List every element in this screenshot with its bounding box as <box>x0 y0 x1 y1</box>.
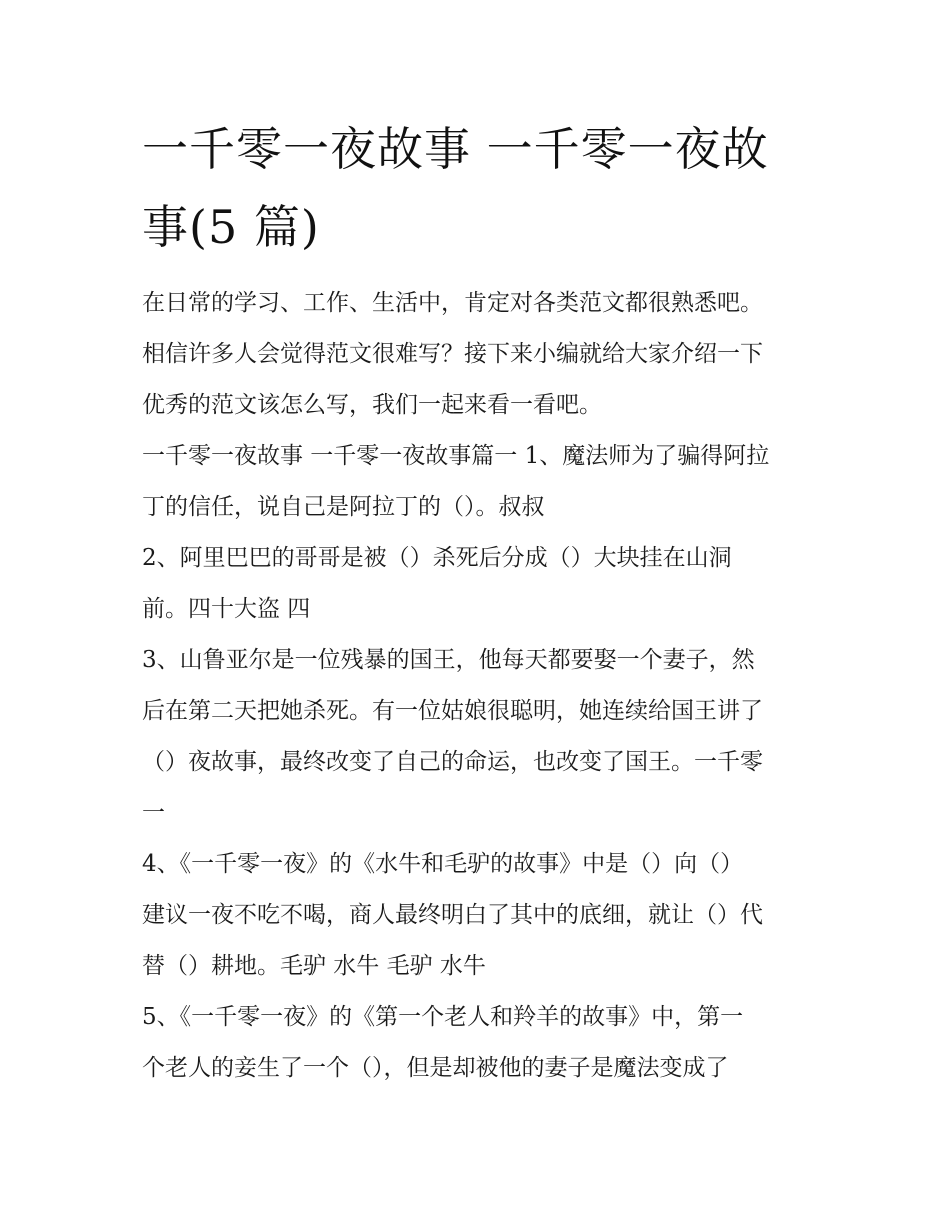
body-line: 3、山鲁亚尔是一位残暴的国王，他每天都要娶一个妻子，然 <box>142 647 755 673</box>
body-line: 2、阿里巴巴的哥哥是被（）杀死后分成（）大块挂在山洞 <box>142 545 732 571</box>
body-line: 丁的信任，说自己是阿拉丁的（）。叔叔 <box>142 494 545 520</box>
document-body <box>142 278 814 1094</box>
document-page <box>142 110 814 1094</box>
body-line: 4、《一千零一夜》的《水牛和毛驴的故事》中是（）向（） <box>142 851 744 877</box>
body-line: 在日常的学习、工作、生活中，肯定对各类范文都很熟悉吧。 <box>142 290 763 316</box>
title-line-1: 一千零一夜故事 一千零一夜故 <box>142 122 769 176</box>
body-line: 优秀的范文该怎么写，我们一起来看一看吧。 <box>142 392 602 418</box>
body-line: 一 <box>142 800 165 826</box>
body-line: 建议一夜不吃不喝，商人最终明白了其中的底细，就让（）代 <box>142 902 763 928</box>
body-line: 5、《一千零一夜》的《第一个老人和羚羊的故事》中，第一 <box>142 1004 744 1030</box>
body-line: 前。四十大盗 四 <box>142 596 311 622</box>
body-line: 后在第二天把她杀死。有一位姑娘很聪明，她连续给国王讲了 <box>142 698 763 724</box>
title-line-2: 事(5 篇) <box>142 200 320 254</box>
body-line: 相信许多人会觉得范文很难写？接下来小编就给大家介绍一下 <box>142 341 763 367</box>
body-line: 替（）耕地。毛驴 水牛 毛驴 水牛 <box>142 953 486 979</box>
body-line: （）夜故事，最终改变了自己的命运，也改变了国王。一千零 <box>142 749 763 775</box>
body-line: 一千零一夜故事 一千零一夜故事篇一 1、魔法师为了骗得阿拉 <box>142 443 770 469</box>
document-title <box>142 110 814 266</box>
body-line: 个老人的妾生了一个（），但是却被他的妻子是魔法变成了 <box>142 1055 729 1081</box>
